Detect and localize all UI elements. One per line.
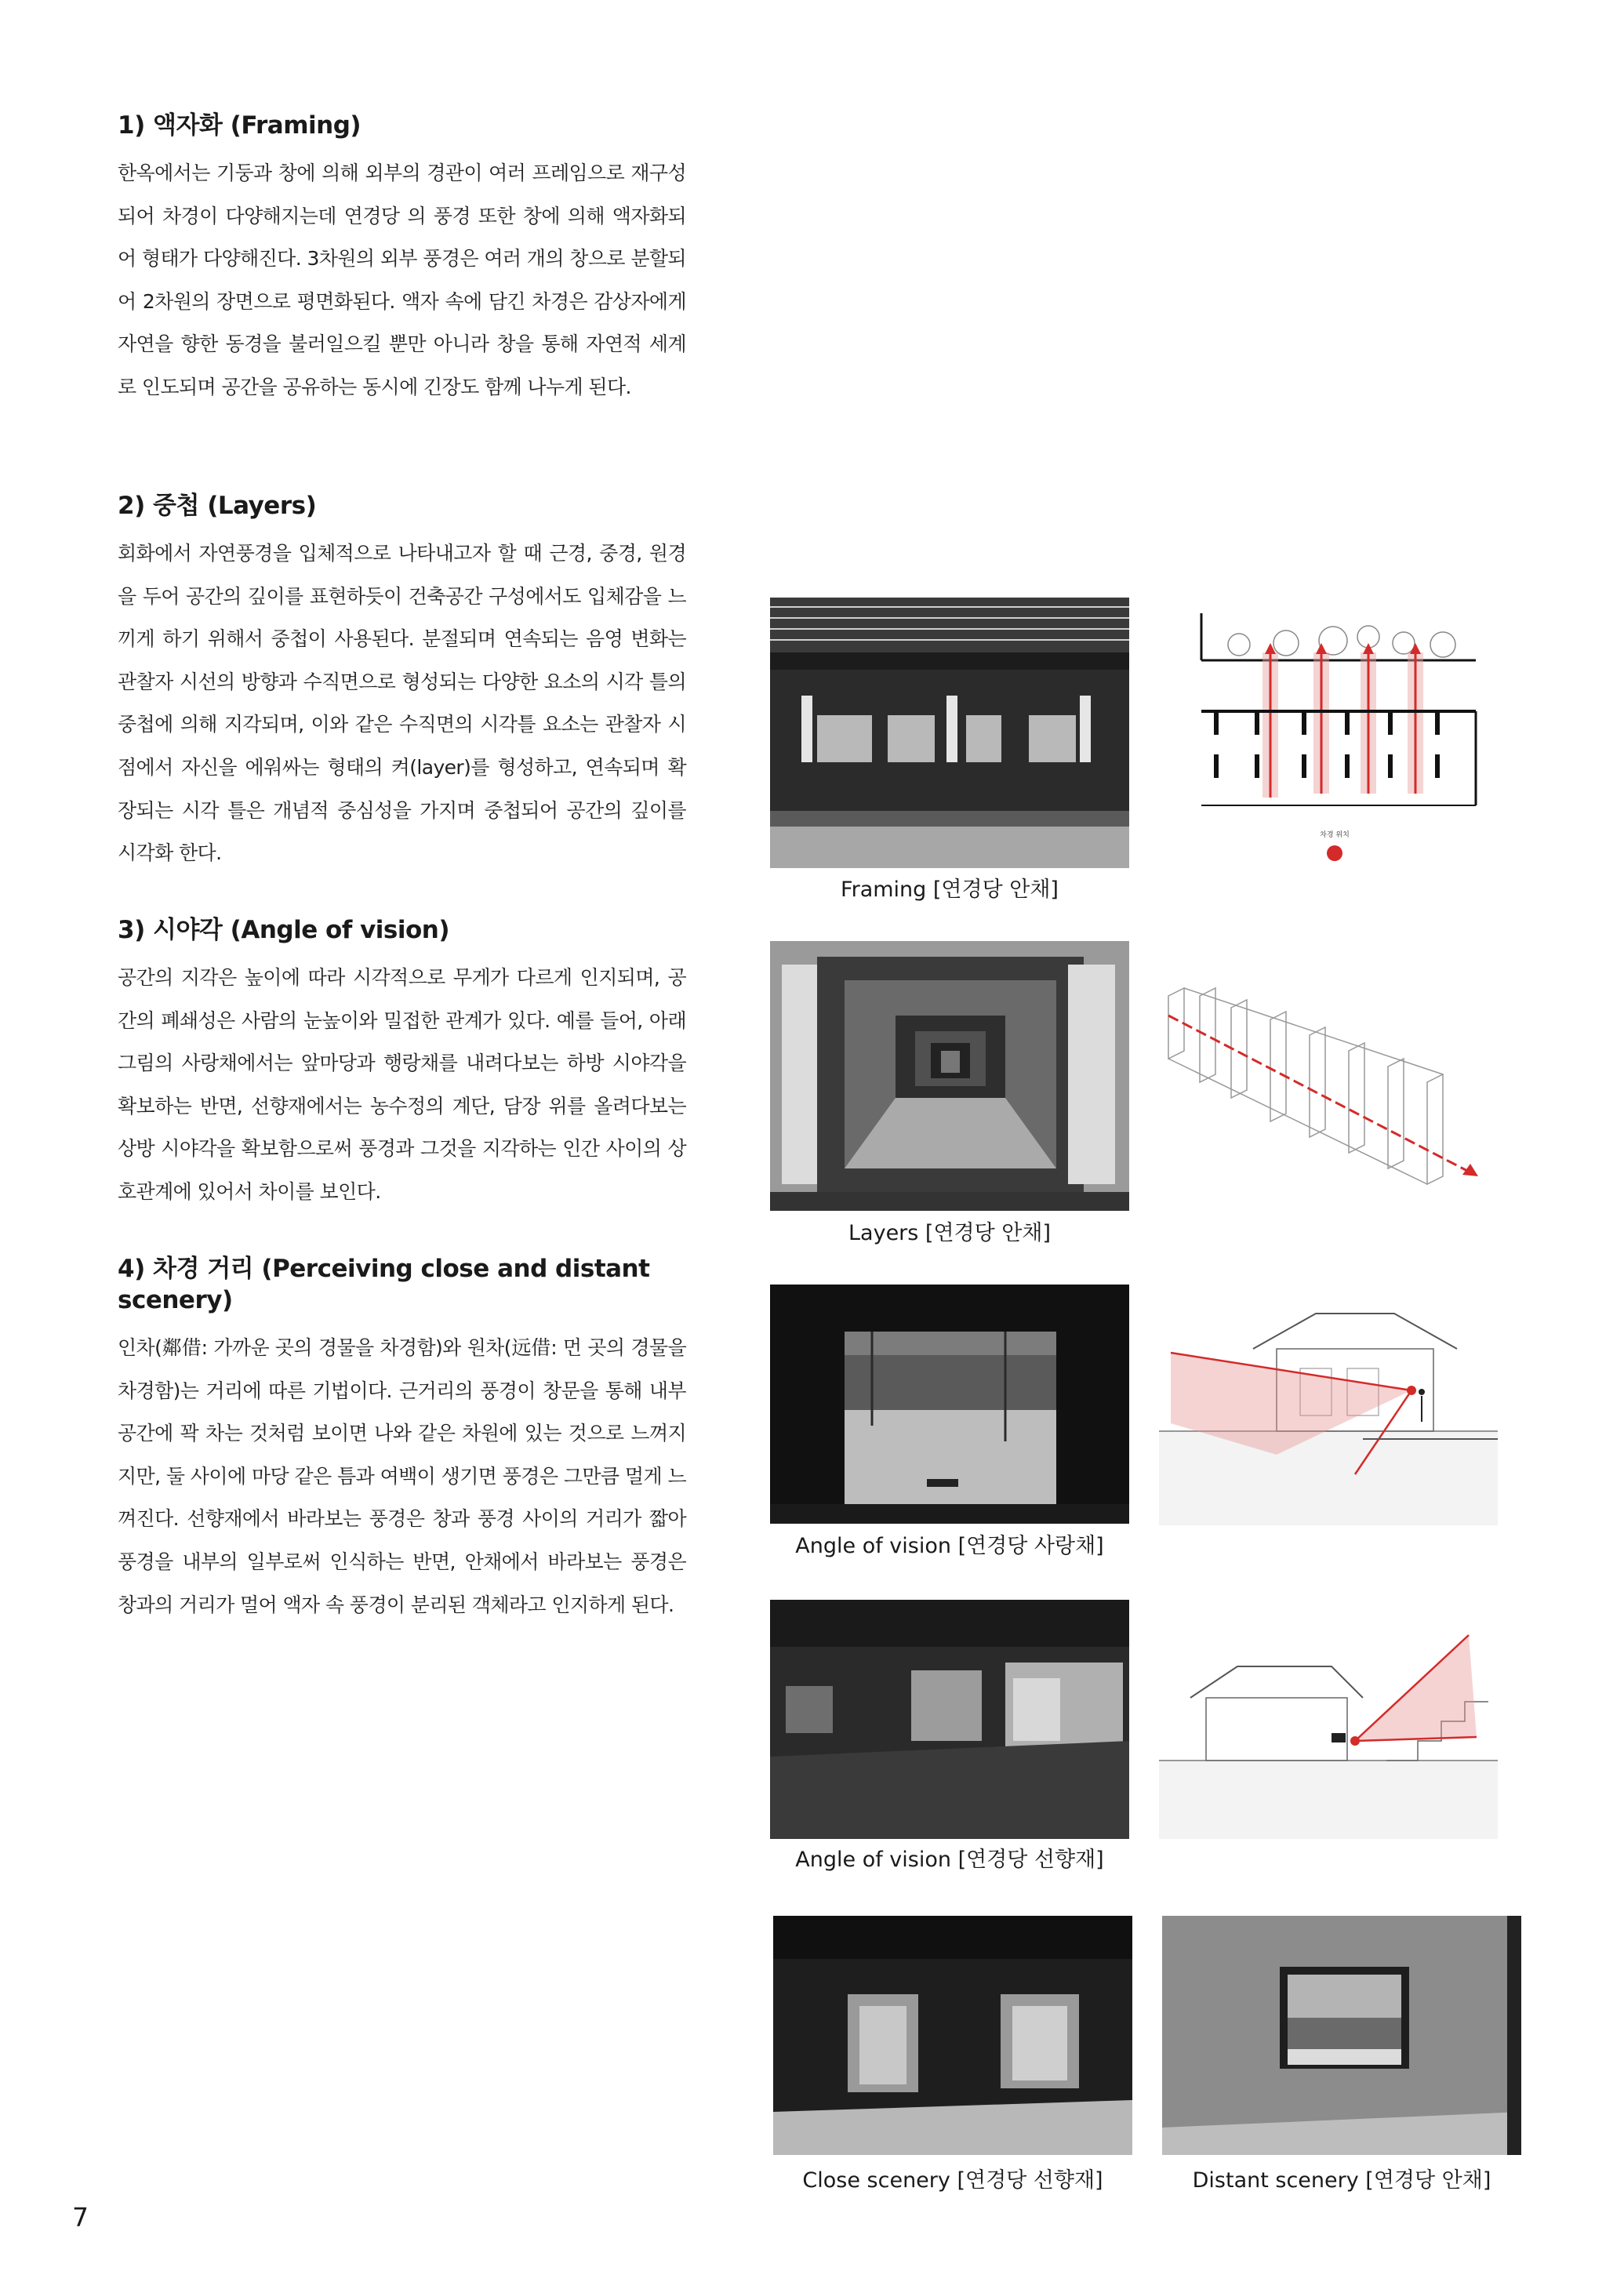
distant-scenery-caption: Distant scenery [연경당 안채] [1192, 2168, 1491, 2193]
section-layers [118, 490, 686, 875]
framing-diagram [1184, 598, 1498, 868]
angle2-caption: Angle of vision [연경당 선향재] [795, 1848, 1104, 1872]
section-framing [118, 110, 686, 409]
section-title: 3) 시야각 (Angle of vision) [118, 916, 450, 944]
framing-photo [770, 598, 1129, 868]
section-body: 회화에서 자연풍경을 입체적으로 나타내고자 할 때 근경, 중경, 원경을 두어 공간의 깊이를 표현하듯이 건축공간 구성에서도 입체감을 느끼게 하기 위해서 중첩이 사용된다. 분절되며 연속되는 음영 변화는 관찰자 시선의 방향과 수직면으로 형성되는 다양한 요소의 시각 틀의 중첩에 의해 지각되며, 이와 같은 수직면의 시각틀 요소는 관찰자 시점에서 자신을 에워싸는 형태의 켜(layer)를 형성하고, 연속되며 확장되는 시각 틀은 개념적 중심성을 가지며 중첩되어 공간의 깊이를 시각화 한다. [118, 542, 686, 865]
angle1-diagram [1159, 1306, 1498, 1525]
angle2-photo [770, 1600, 1129, 1839]
layers-caption: Layers [연경당 안채] [848, 1221, 1051, 1245]
framing-marker-label: 차경 위치 [1320, 831, 1350, 839]
angle1-caption: Angle of vision [연경당 사랑채] [795, 1534, 1104, 1558]
section-title: 4) 차경 거리 (Perceiving close and distant scenery) [118, 1255, 650, 1314]
framing-caption: Framing [연경당 안채] [841, 878, 1059, 902]
section-title: 2) 중첩 (Layers) [118, 492, 317, 520]
section-angle-of-vision [118, 914, 686, 1214]
layers-diagram [1161, 972, 1490, 1192]
distant-scenery-photo [1162, 1916, 1521, 2155]
section-title: 1) 액자화 (Framing) [118, 111, 361, 140]
layers-photo [770, 941, 1129, 1211]
angle2-diagram [1159, 1623, 1498, 1839]
section-body: 한옥에서는 기둥과 창에 의해 외부의 경관이 여러 프레임으로 재구성되어 차경이 다양해지는데 연경당 의 풍경 또한 창에 의해 액자화되어 형태가 다양해진다. 3차원의 외부 풍경은 여러 개의 창으로 분할되어 2차원의 장면으로 평면화된다. 액자 속에 담긴 차경은 감상자에게 자연을 향한 동경을 불러일으킬 뿐만 아니라 창을 통해 자연적 세계로 인도되며 공간을 공유하는 동시에 긴장도 함께 나누게 된다. [118, 162, 686, 398]
close-scenery-caption: Close scenery [연경당 선향재] [802, 2168, 1103, 2193]
section-body: 인차(鄰借: 가까운 곳의 경물을 차경함)와 원차(远借: 먼 곳의 경물을 차경함)는 거리에 따른 기법이다. 근거리의 풍경이 창문을 통해 내부 공간에 꽉 차는 것처럼 보이면 나와 같은 차원에 있는 것으로 느껴지지만, 둘 사이에 마당 같은 틈과 여백이 생기면 풍경은 그만큼 멀게 느껴진다. 선향재에서 바라보는 풍경은 창과 풍경 사이의 거리가 짧아 풍경을 내부의 일부로써 인식하는 반면, 안채에서 바라보는 풍경은 창과의 거리가 멀어 액자 속 풍경이 분리된 객체라고 인지하게 된다. [118, 1336, 686, 1616]
section-body: 공간의 지각은 높이에 따라 시각적으로 무게가 다르게 인지되며, 공간의 폐쇄성은 사람의 눈높이와 밀접한 관계가 있다. 예를 들어, 아래 그림의 사랑채에서는 앞마당과 행랑채를 내려다보는 하방 시야각을 확보하는 반면, 선향재에서는 농수정의 계단, 담장 위를 올려다보는 상방 시야각을 확보함으로써 풍경과 그것을 지각하는 인간 사이의 상호관계에 있어서 차이를 보인다. [118, 966, 686, 1203]
close-scenery-photo [773, 1916, 1132, 2155]
page-number: 7 [72, 2202, 89, 2233]
section-distance [118, 1253, 686, 1626]
angle1-photo [770, 1285, 1129, 1524]
